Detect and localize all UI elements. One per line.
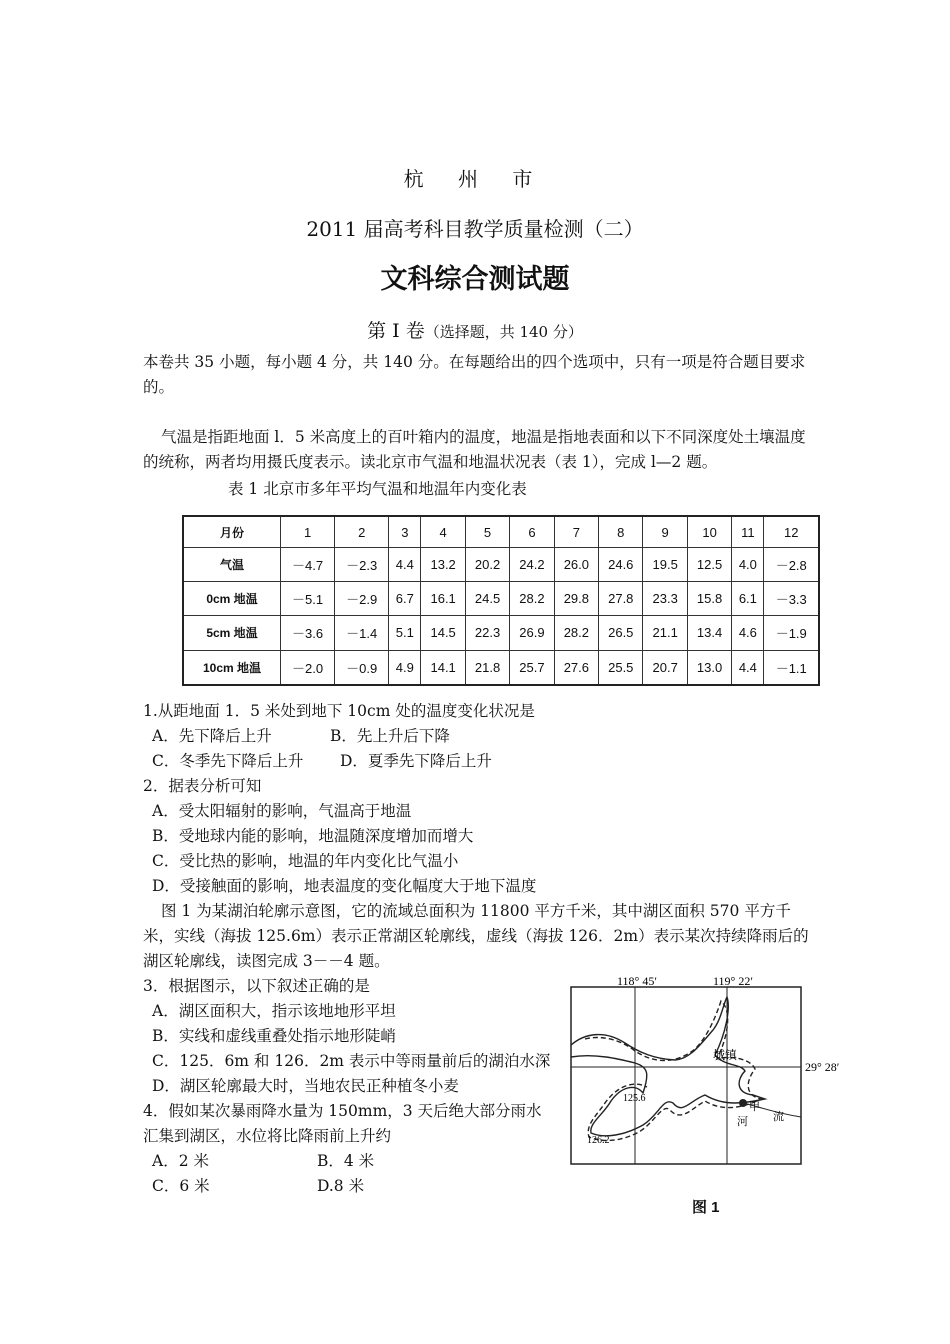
table-cell: 14.1 <box>421 650 465 685</box>
q2-option-d: D．受接触面的影响，地表温度的变化幅度大于地下温度 <box>152 877 537 895</box>
longitude-label-1: 118° 45′ <box>617 975 657 988</box>
table-cell: 13.0 <box>687 650 731 685</box>
table-cell: 21.1 <box>643 616 687 650</box>
table-cell: 25.7 <box>510 650 554 685</box>
table-cell: 4.4 <box>732 650 764 685</box>
table-cell: 10cm 地温 <box>183 650 281 685</box>
q1-stem: 1.从距地面 1．5 米处到地下 10cm 处的温度变化状况是 <box>143 702 535 720</box>
table-cell: －4.7 <box>281 548 335 582</box>
q2-option-a: A．受太阳辐射的影响，气温高于地温 <box>152 802 412 820</box>
table-cell: 4.9 <box>389 650 421 685</box>
q3-option-b: B．实线和虚线重叠处指示地形陡峭 <box>152 1027 396 1045</box>
table-cell: 26.5 <box>599 616 643 650</box>
table-header-cell: 10 <box>687 516 731 548</box>
lake-normal-outline <box>571 997 765 1136</box>
table-cell: 23.3 <box>643 582 687 616</box>
q4-option-b: B．4 米 <box>317 1152 375 1170</box>
q4-option-d: D.8 米 <box>317 1177 365 1195</box>
table-cell: 27.6 <box>554 650 598 685</box>
table-cell: 13.4 <box>687 616 731 650</box>
table-cell: 21.8 <box>465 650 509 685</box>
q2-option-c: C．受比热的影响，地温的年内变化比气温小 <box>152 852 459 870</box>
q2-option-b: B．受地球内能的影响，地温随深度增加而增大 <box>152 827 474 845</box>
table-cell: －2.0 <box>281 650 335 685</box>
q4-option-a: A．2 米 <box>152 1152 209 1170</box>
table-caption: 表 1 北京市多年平均气温和地温年内变化表 <box>228 480 527 498</box>
table-header-cell: 2 <box>335 516 389 548</box>
q2-stem: 2．据表分析可知 <box>143 777 262 795</box>
table-cell: 0cm 地温 <box>183 582 281 616</box>
lake-outline-map <box>565 975 850 1175</box>
table-cell: 28.2 <box>510 582 554 616</box>
table-cell: 12.5 <box>687 548 731 582</box>
latitude-label: 29° 28′ <box>805 1060 840 1074</box>
table-cell: －1.4 <box>335 616 389 650</box>
exam-title: 2011 届高考科目教学质量检测（二） <box>306 217 644 241</box>
table-header-cell: 7 <box>554 516 598 548</box>
table-row <box>183 582 819 616</box>
q3-option-d: D．湖区轮廓最大时，当地农民正种植冬小麦 <box>152 1077 459 1095</box>
table-cell: 4.6 <box>732 616 764 650</box>
table-cell: 24.6 <box>599 548 643 582</box>
table-row <box>183 616 819 650</box>
q4-stem-line2: 汇集到湖区，水位将比降雨前上升约 <box>143 1127 392 1145</box>
river-label-char-1: 甲 <box>749 1100 760 1113</box>
table-cell: 20.7 <box>643 650 687 685</box>
contour-label-solid: 125.6 <box>623 1093 646 1104</box>
table-cell: 22.3 <box>465 616 509 650</box>
table-cell: 28.2 <box>554 616 598 650</box>
river-label-char-3: 流 <box>773 1110 784 1123</box>
table-cell: 13.2 <box>421 548 465 582</box>
table-header-cell: 5 <box>465 516 509 548</box>
contour-label-dashed: 126.2 <box>587 1135 610 1146</box>
table-cell: 25.5 <box>599 650 643 685</box>
table-cell: 气温 <box>183 548 281 582</box>
table-cell: 27.8 <box>599 582 643 616</box>
q1-option-d: D．夏季先下降后上升 <box>340 752 492 770</box>
table-cell: 15.8 <box>687 582 731 616</box>
table-header-cell: 12 <box>764 516 819 548</box>
q3-option-a: A．湖区面积大，指示该地地形平坦 <box>152 1002 396 1020</box>
table-cell: 4.0 <box>732 548 764 582</box>
table-cell: －2.8 <box>764 548 819 582</box>
table-cell: 20.2 <box>465 548 509 582</box>
table-cell: 16.1 <box>421 582 465 616</box>
instructions: 本卷共 35 小题，每小题 4 分，共 140 分。在每题给出的四个选项中，只有一项是符合题目要求的。 <box>143 353 806 396</box>
section-heading <box>0 316 950 343</box>
section-label: 第 I 卷 <box>367 320 425 342</box>
subject-title: 文科综合测试题 <box>380 264 570 295</box>
table-cell: 6.1 <box>732 582 764 616</box>
table-header-cell: 1 <box>281 516 335 548</box>
table-cell: －0.9 <box>335 650 389 685</box>
table-header-cell: 4 <box>421 516 465 548</box>
table-cell: 4.4 <box>389 548 421 582</box>
passage-2: 图 1 为某湖泊轮廓示意图，它的流域总面积为 11800 平方千米，其中湖区面积 570 平方千米，实线（海拔 125.6m）表示正常湖区轮廓线，虚线（海拔 126．2m）表示某次持续降雨后的湖区轮廓线，读图完成 3－－4 题。 <box>143 902 809 970</box>
section-note: （选择题，共 140 分） <box>424 323 583 341</box>
table-cell: －2.9 <box>335 582 389 616</box>
table-cell: －1.9 <box>764 616 819 650</box>
q1-option-c: C．冬季先下降后上升 <box>152 752 304 770</box>
table-cell: 5.1 <box>389 616 421 650</box>
table-header-cell: 月份 <box>183 516 281 548</box>
q4-stem-line1: 4．假如某次暴雨降水量为 150mm，3 天后绝大部分雨水 <box>143 1102 542 1120</box>
table-cell: －3.3 <box>764 582 819 616</box>
lake-flood-outline <box>585 1001 761 1140</box>
table-row <box>183 548 819 582</box>
q1-option-a: A．先下降后上升 <box>152 727 272 745</box>
table-cell: 14.5 <box>421 616 465 650</box>
table-cell: 5cm 地温 <box>183 616 281 650</box>
q3-option-c: C．125．6m 和 126．2m 表示中等雨量前后的湖泊水深 <box>152 1052 551 1070</box>
table-cell: －3.6 <box>281 616 335 650</box>
table-cell: 24.2 <box>510 548 554 582</box>
temperature-table <box>182 515 820 686</box>
table-header-cell: 6 <box>510 516 554 548</box>
table-header-cell: 11 <box>732 516 764 548</box>
table-cell: 6.7 <box>389 582 421 616</box>
q4-option-c: C．6 米 <box>152 1177 210 1195</box>
table-cell: 24.5 <box>465 582 509 616</box>
town-label: 城镇 <box>713 1048 738 1062</box>
passage-1: 气温是指距地面 l．5 米高度上的百叶箱内的温度，地温是指地表面和以下不同深度处土壤温度的统称，两者均用摄氏度表示。读北京市气温和地温状况表（表 1），完成 l—2 题。 <box>143 428 806 471</box>
table-cell: 29.8 <box>554 582 598 616</box>
table-cell: －2.3 <box>335 548 389 582</box>
table-cell: 19.5 <box>643 548 687 582</box>
table-header-row <box>183 516 819 548</box>
q3-stem: 3．根据图示，以下叙述正确的是 <box>143 977 370 995</box>
table-header-cell: 3 <box>389 516 421 548</box>
table-row <box>183 650 819 685</box>
city-title: 杭 州 市 <box>403 167 547 191</box>
figure-caption: 图 1 <box>692 1199 720 1216</box>
table-cell: 26.9 <box>510 616 554 650</box>
q1-option-b: B．先上升后下降 <box>330 727 450 745</box>
table-header-cell: 8 <box>599 516 643 548</box>
table-cell: －1.1 <box>764 650 819 685</box>
table-cell: －5.1 <box>281 582 335 616</box>
longitude-label-2: 119° 22′ <box>713 975 753 988</box>
table-cell: 26.0 <box>554 548 598 582</box>
river-label-char-2: 河 <box>737 1115 748 1128</box>
table-header-cell: 9 <box>643 516 687 548</box>
